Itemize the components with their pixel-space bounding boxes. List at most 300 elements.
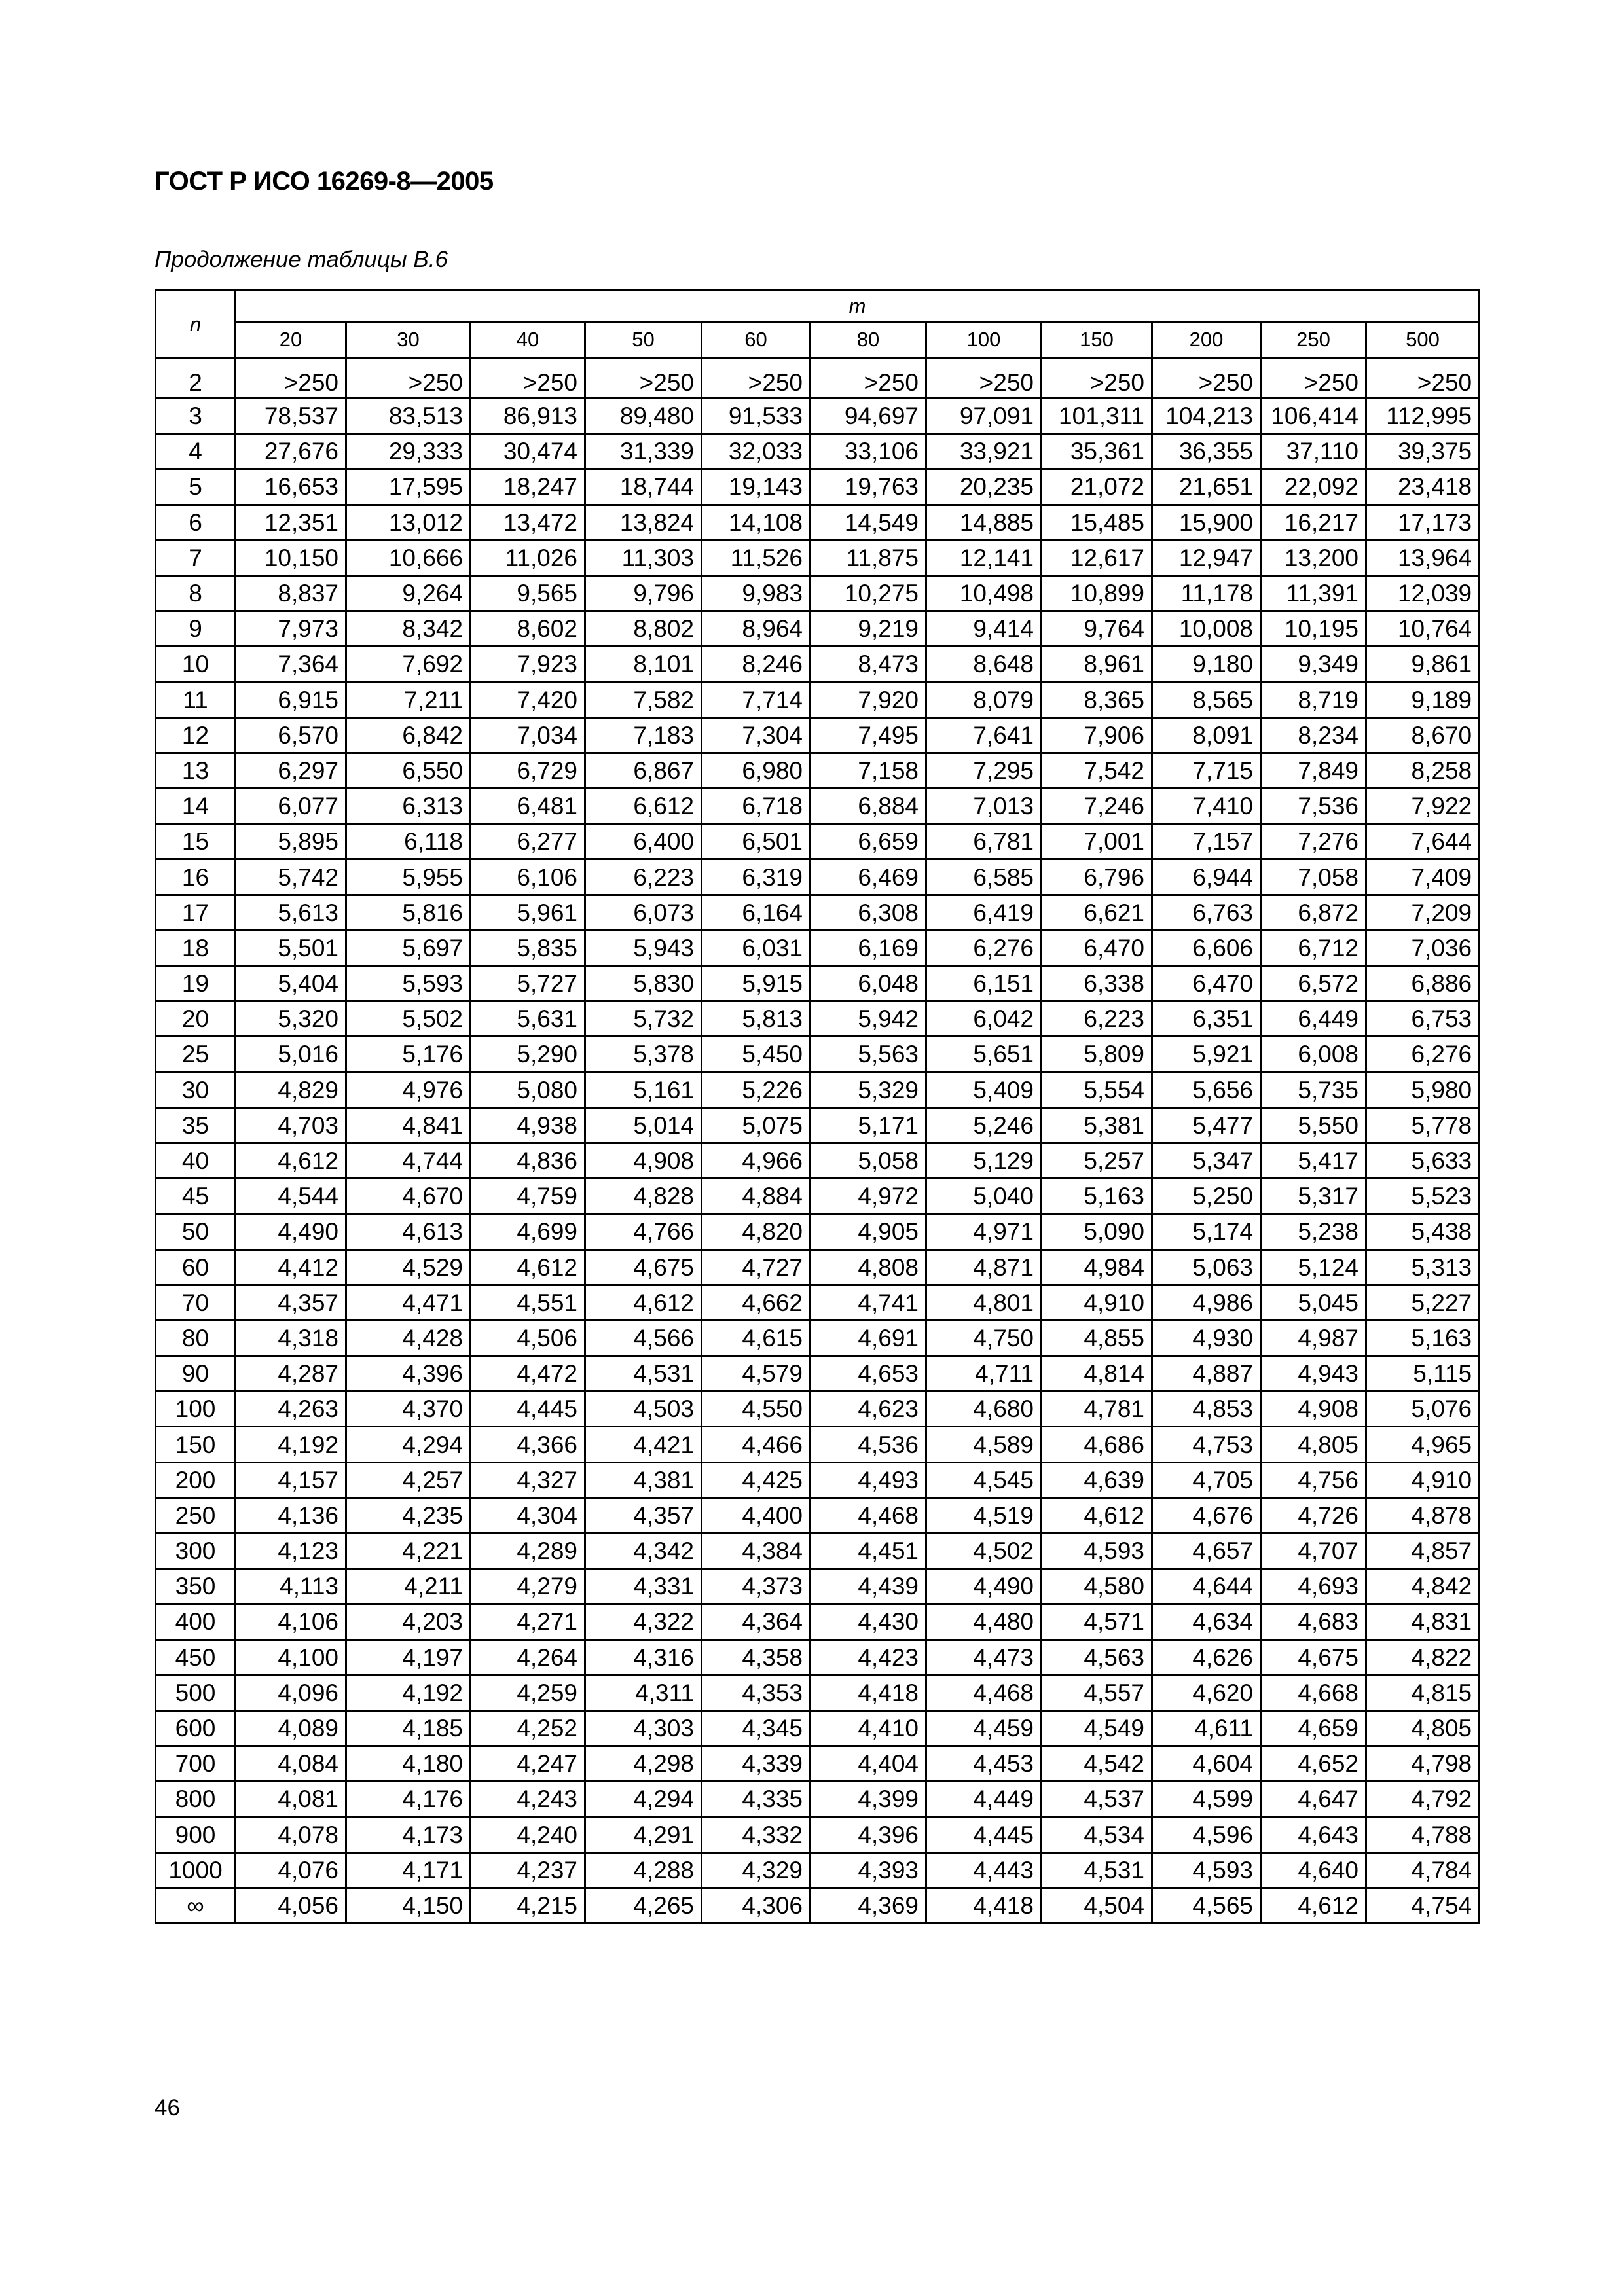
value-cell: 4,563 <box>1042 1640 1152 1675</box>
data-table <box>155 289 1480 1924</box>
value-cell: 4,828 <box>585 1179 702 1214</box>
value-cell: 4,157 <box>236 1462 346 1498</box>
table-row <box>156 895 1480 930</box>
value-cell: 4,439 <box>811 1569 926 1604</box>
value-cell: 4,342 <box>585 1534 702 1569</box>
value-cell: 4,176 <box>346 1782 471 1817</box>
table-row <box>156 1569 1480 1604</box>
value-cell: 4,396 <box>346 1356 471 1391</box>
row-n-cell: 350 <box>156 1569 236 1604</box>
value-cell: 4,753 <box>1152 1427 1261 1462</box>
value-cell: 9,796 <box>585 575 702 611</box>
value-cell: 4,705 <box>1152 1462 1261 1498</box>
value-cell: 6,223 <box>1042 1001 1152 1037</box>
value-cell: 4,203 <box>346 1604 471 1640</box>
value-cell: 7,641 <box>926 717 1042 753</box>
value-cell: 7,304 <box>702 717 811 753</box>
value-cell: 4,294 <box>585 1782 702 1817</box>
value-cell: 4,366 <box>471 1427 585 1462</box>
row-n-cell: 5 <box>156 469 236 505</box>
value-cell: 39,375 <box>1366 434 1480 469</box>
value-cell: 4,871 <box>926 1249 1042 1285</box>
value-cell: 4,443 <box>926 1852 1042 1888</box>
value-cell: 7,410 <box>1152 789 1261 824</box>
value-cell: 6,729 <box>471 753 585 788</box>
value-cell: 16,217 <box>1261 505 1366 540</box>
value-cell: 6,884 <box>811 789 926 824</box>
value-cell: 4,639 <box>1042 1462 1152 1498</box>
value-cell: 4,327 <box>471 1462 585 1498</box>
value-cell: 6,042 <box>926 1001 1042 1037</box>
value-cell: 6,338 <box>1042 966 1152 1001</box>
value-cell: 4,421 <box>585 1427 702 1462</box>
value-cell: 4,766 <box>585 1214 702 1249</box>
value-cell: 7,973 <box>236 611 346 647</box>
value-cell: 5,895 <box>236 824 346 859</box>
table-row <box>156 1888 1480 1923</box>
value-cell: 5,409 <box>926 1072 1042 1107</box>
table-row <box>156 1604 1480 1640</box>
value-cell: 10,764 <box>1366 611 1480 647</box>
value-cell: 4,693 <box>1261 1569 1366 1604</box>
value-cell: 5,502 <box>346 1001 471 1037</box>
value-cell: >250 <box>236 358 346 399</box>
value-cell: 4,612 <box>1261 1888 1366 1923</box>
column-header-m-40: 40 <box>471 322 585 358</box>
table-row <box>156 1285 1480 1320</box>
value-cell: 22,092 <box>1261 469 1366 505</box>
value-cell: 4,418 <box>811 1675 926 1710</box>
value-cell: 4,192 <box>236 1427 346 1462</box>
row-n-cell: 35 <box>156 1107 236 1143</box>
value-cell: 7,906 <box>1042 717 1152 753</box>
value-cell: 4,428 <box>346 1320 471 1355</box>
value-cell: 8,719 <box>1261 682 1366 717</box>
value-cell: 6,400 <box>585 824 702 859</box>
value-cell: 7,420 <box>471 682 585 717</box>
value-cell: >250 <box>1366 358 1480 399</box>
value-cell: 6,319 <box>702 859 811 895</box>
value-cell: 6,621 <box>1042 895 1152 930</box>
value-cell: 4,173 <box>346 1817 471 1852</box>
table-row <box>156 1782 1480 1817</box>
value-cell: 4,836 <box>471 1143 585 1178</box>
value-cell: 4,078 <box>236 1817 346 1852</box>
column-header-m-80: 80 <box>811 322 926 358</box>
value-cell: 5,835 <box>471 930 585 965</box>
row-n-cell: 12 <box>156 717 236 753</box>
value-cell: 4,829 <box>236 1072 346 1107</box>
value-cell: 5,076 <box>1366 1391 1480 1427</box>
value-cell: 7,582 <box>585 682 702 717</box>
value-cell: 5,381 <box>1042 1107 1152 1143</box>
value-cell: 4,279 <box>471 1569 585 1604</box>
value-cell: 4,215 <box>471 1888 585 1923</box>
value-cell: 4,699 <box>471 1214 585 1249</box>
value-cell: 4,384 <box>702 1534 811 1569</box>
value-cell: 5,554 <box>1042 1072 1152 1107</box>
value-cell: 9,764 <box>1042 611 1152 647</box>
value-cell: 5,809 <box>1042 1037 1152 1072</box>
value-cell: 106,414 <box>1261 399 1366 434</box>
n-header: n <box>156 291 236 358</box>
value-cell: 4,400 <box>702 1498 811 1533</box>
value-cell: 5,257 <box>1042 1143 1152 1178</box>
value-cell: 5,921 <box>1152 1037 1261 1072</box>
table-row <box>156 611 1480 647</box>
table-row <box>156 1746 1480 1782</box>
value-cell: 6,151 <box>926 966 1042 1001</box>
row-n-cell: 400 <box>156 1604 236 1640</box>
value-cell: 91,533 <box>702 399 811 434</box>
value-cell: >250 <box>1042 358 1152 399</box>
table-row <box>156 434 1480 469</box>
value-cell: 4,322 <box>585 1604 702 1640</box>
value-cell: 4,370 <box>346 1391 471 1427</box>
row-n-cell: 11 <box>156 682 236 717</box>
value-cell: 13,472 <box>471 505 585 540</box>
table-row <box>156 789 1480 824</box>
value-cell: 6,763 <box>1152 895 1261 930</box>
value-cell: 6,915 <box>236 682 346 717</box>
value-cell: 4,966 <box>702 1143 811 1178</box>
value-cell: 7,536 <box>1261 789 1366 824</box>
value-cell: 4,303 <box>585 1710 702 1746</box>
value-cell: 5,501 <box>236 930 346 965</box>
value-cell: 7,158 <box>811 753 926 788</box>
value-cell: 5,171 <box>811 1107 926 1143</box>
value-cell: 5,115 <box>1366 1356 1480 1391</box>
value-cell: 5,633 <box>1366 1143 1480 1178</box>
value-cell: 7,211 <box>346 682 471 717</box>
value-cell: 4,335 <box>702 1782 811 1817</box>
value-cell: 13,012 <box>346 505 471 540</box>
value-cell: 4,910 <box>1042 1285 1152 1320</box>
value-cell: 5,450 <box>702 1037 811 1072</box>
value-cell: 23,418 <box>1366 469 1480 505</box>
value-cell: 4,240 <box>471 1817 585 1852</box>
value-cell: 10,150 <box>236 540 346 575</box>
value-cell: 9,983 <box>702 575 811 611</box>
value-cell: 6,612 <box>585 789 702 824</box>
table-row <box>156 717 1480 753</box>
value-cell: 4,451 <box>811 1534 926 1569</box>
value-cell: 4,565 <box>1152 1888 1261 1923</box>
value-cell: 5,090 <box>1042 1214 1152 1249</box>
row-n-cell: 3 <box>156 399 236 434</box>
value-cell: 5,163 <box>1366 1320 1480 1355</box>
value-cell: 10,275 <box>811 575 926 611</box>
value-cell: 4,192 <box>346 1675 471 1710</box>
value-cell: 6,470 <box>1152 966 1261 1001</box>
value-cell: 4,930 <box>1152 1320 1261 1355</box>
value-cell: 4,986 <box>1152 1285 1261 1320</box>
value-cell: 4,686 <box>1042 1427 1152 1462</box>
value-cell: 5,813 <box>702 1001 811 1037</box>
value-cell: 4,358 <box>702 1640 811 1675</box>
table-row <box>156 540 1480 575</box>
value-cell: 7,495 <box>811 717 926 753</box>
value-cell: 7,034 <box>471 717 585 753</box>
value-cell: 4,418 <box>926 1888 1042 1923</box>
value-cell: 4,644 <box>1152 1569 1261 1604</box>
table-row <box>156 1391 1480 1427</box>
value-cell: 4,329 <box>702 1852 811 1888</box>
value-cell: 4,707 <box>1261 1534 1366 1569</box>
value-cell: >250 <box>471 358 585 399</box>
value-cell: 4,289 <box>471 1534 585 1569</box>
row-n-cell: 450 <box>156 1640 236 1675</box>
value-cell: 5,227 <box>1366 1285 1480 1320</box>
table-row <box>156 1143 1480 1178</box>
value-cell: 4,410 <box>811 1710 926 1746</box>
value-cell: 5,915 <box>702 966 811 1001</box>
value-cell: 32,033 <box>702 434 811 469</box>
value-cell: 4,620 <box>1152 1675 1261 1710</box>
value-cell: 4,136 <box>236 1498 346 1533</box>
value-cell: 5,651 <box>926 1037 1042 1072</box>
table-row <box>156 1817 1480 1852</box>
value-cell: 4,123 <box>236 1534 346 1569</box>
table-row <box>156 1107 1480 1143</box>
value-cell: 4,805 <box>1366 1710 1480 1746</box>
value-cell: 5,593 <box>346 966 471 1001</box>
value-cell: 14,549 <box>811 505 926 540</box>
value-cell: 5,163 <box>1042 1179 1152 1214</box>
value-cell: 10,008 <box>1152 611 1261 647</box>
row-n-cell: 90 <box>156 1356 236 1391</box>
table-row <box>156 1001 1480 1037</box>
value-cell: 10,498 <box>926 575 1042 611</box>
value-cell: 4,332 <box>702 1817 811 1852</box>
value-cell: 6,606 <box>1152 930 1261 965</box>
value-cell: 5,656 <box>1152 1072 1261 1107</box>
value-cell: 7,001 <box>1042 824 1152 859</box>
value-cell: 9,861 <box>1366 647 1480 682</box>
value-cell: 4,468 <box>811 1498 926 1533</box>
value-cell: 4,754 <box>1366 1888 1480 1923</box>
value-cell: 5,830 <box>585 966 702 1001</box>
row-n-cell: 500 <box>156 1675 236 1710</box>
value-cell: 5,040 <box>926 1179 1042 1214</box>
row-n-cell: 900 <box>156 1817 236 1852</box>
value-cell: 4,612 <box>1042 1498 1152 1533</box>
value-cell: 5,980 <box>1366 1072 1480 1107</box>
value-cell: 4,542 <box>1042 1746 1152 1782</box>
value-cell: 4,887 <box>1152 1356 1261 1391</box>
value-cell: 17,595 <box>346 469 471 505</box>
value-cell: 5,313 <box>1366 1249 1480 1285</box>
value-cell: 5,742 <box>236 859 346 895</box>
value-cell: 4,711 <box>926 1356 1042 1391</box>
value-cell: 4,466 <box>702 1427 811 1462</box>
value-cell: 4,288 <box>585 1852 702 1888</box>
value-cell: 6,781 <box>926 824 1042 859</box>
value-cell: 4,659 <box>1261 1710 1366 1746</box>
value-cell: 4,247 <box>471 1746 585 1782</box>
value-cell: 4,853 <box>1152 1391 1261 1427</box>
value-cell: 6,313 <box>346 789 471 824</box>
value-cell: 4,089 <box>236 1710 346 1746</box>
value-cell: 6,718 <box>702 789 811 824</box>
value-cell: 4,364 <box>702 1604 811 1640</box>
value-cell: 7,920 <box>811 682 926 717</box>
row-n-cell: 7 <box>156 540 236 575</box>
table-row <box>156 1214 1480 1249</box>
value-cell: 94,697 <box>811 399 926 434</box>
value-cell: 6,550 <box>346 753 471 788</box>
row-n-cell: 200 <box>156 1462 236 1498</box>
value-cell: 9,414 <box>926 611 1042 647</box>
value-cell: 6,872 <box>1261 895 1366 930</box>
table-row <box>156 469 1480 505</box>
value-cell: 4,369 <box>811 1888 926 1923</box>
value-cell: 8,246 <box>702 647 811 682</box>
value-cell: 5,735 <box>1261 1072 1366 1107</box>
value-cell: 10,666 <box>346 540 471 575</box>
value-cell: 5,063 <box>1152 1249 1261 1285</box>
value-cell: 86,913 <box>471 399 585 434</box>
value-cell: 7,157 <box>1152 824 1261 859</box>
value-cell: 4,831 <box>1366 1604 1480 1640</box>
value-cell: 6,712 <box>1261 930 1366 965</box>
value-cell: 4,801 <box>926 1285 1042 1320</box>
value-cell: 4,425 <box>702 1462 811 1498</box>
value-cell: 4,339 <box>702 1746 811 1782</box>
value-cell: 8,802 <box>585 611 702 647</box>
table-row <box>156 1534 1480 1569</box>
value-cell: 4,531 <box>585 1356 702 1391</box>
value-cell: 19,143 <box>702 469 811 505</box>
value-cell: 4,905 <box>811 1214 926 1249</box>
value-cell: 4,316 <box>585 1640 702 1675</box>
column-header-m-20: 20 <box>236 322 346 358</box>
value-cell: 7,295 <box>926 753 1042 788</box>
value-cell: 13,200 <box>1261 540 1366 575</box>
value-cell: 6,501 <box>702 824 811 859</box>
value-cell: 4,815 <box>1366 1675 1480 1710</box>
row-n-cell: 17 <box>156 895 236 930</box>
value-cell: 4,744 <box>346 1143 471 1178</box>
value-cell: 21,651 <box>1152 469 1261 505</box>
value-cell: >250 <box>346 358 471 399</box>
value-cell: 9,264 <box>346 575 471 611</box>
value-cell: 4,357 <box>236 1285 346 1320</box>
value-cell: 4,551 <box>471 1285 585 1320</box>
value-cell: 4,984 <box>1042 1249 1152 1285</box>
row-n-cell: 25 <box>156 1037 236 1072</box>
value-cell: 4,589 <box>926 1427 1042 1462</box>
row-n-cell: 150 <box>156 1427 236 1462</box>
value-cell: 4,855 <box>1042 1320 1152 1355</box>
value-cell: 4,611 <box>1152 1710 1261 1746</box>
value-cell: 4,612 <box>471 1249 585 1285</box>
row-n-cell: 1000 <box>156 1852 236 1888</box>
value-cell: 5,697 <box>346 930 471 965</box>
value-cell: 4,197 <box>346 1640 471 1675</box>
value-cell: 6,944 <box>1152 859 1261 895</box>
value-cell: 83,513 <box>346 399 471 434</box>
row-n-cell: 800 <box>156 1782 236 1817</box>
table-row <box>156 1710 1480 1746</box>
row-n-cell: 60 <box>156 1249 236 1285</box>
table-row <box>156 1427 1480 1462</box>
value-cell: 4,271 <box>471 1604 585 1640</box>
value-cell: 5,075 <box>702 1107 811 1143</box>
value-cell: 20,235 <box>926 469 1042 505</box>
value-cell: 4,668 <box>1261 1675 1366 1710</box>
value-cell: 6,886 <box>1366 966 1480 1001</box>
value-cell: 5,246 <box>926 1107 1042 1143</box>
value-cell: 33,921 <box>926 434 1042 469</box>
value-cell: 4,647 <box>1261 1782 1366 1817</box>
row-n-cell: 700 <box>156 1746 236 1782</box>
value-cell: 9,219 <box>811 611 926 647</box>
value-cell: 18,744 <box>585 469 702 505</box>
value-cell: 7,715 <box>1152 753 1261 788</box>
value-cell: 4,318 <box>236 1320 346 1355</box>
value-cell: 89,480 <box>585 399 702 434</box>
value-cell: 4,430 <box>811 1604 926 1640</box>
value-cell: 4,972 <box>811 1179 926 1214</box>
value-cell: 4,471 <box>346 1285 471 1320</box>
value-cell: 4,798 <box>1366 1746 1480 1782</box>
value-cell: 9,189 <box>1366 682 1480 717</box>
value-cell: 6,073 <box>585 895 702 930</box>
value-cell: 5,016 <box>236 1037 346 1072</box>
value-cell: 4,784 <box>1366 1852 1480 1888</box>
value-cell: 4,908 <box>1261 1391 1366 1427</box>
value-cell: 4,599 <box>1152 1782 1261 1817</box>
table-row <box>156 1462 1480 1498</box>
value-cell: 5,961 <box>471 895 585 930</box>
value-cell: 4,311 <box>585 1675 702 1710</box>
value-cell: 4,096 <box>236 1675 346 1710</box>
value-cell: 4,726 <box>1261 1498 1366 1533</box>
row-n-cell: 300 <box>156 1534 236 1569</box>
value-cell: 4,480 <box>926 1604 1042 1640</box>
value-cell: 11,026 <box>471 540 585 575</box>
value-cell: 112,995 <box>1366 399 1480 434</box>
value-cell: 4,759 <box>471 1179 585 1214</box>
value-cell: >250 <box>702 358 811 399</box>
value-cell: 14,108 <box>702 505 811 540</box>
value-cell: 4,675 <box>585 1249 702 1285</box>
value-cell: 4,081 <box>236 1782 346 1817</box>
value-cell: 35,361 <box>1042 434 1152 469</box>
value-cell: 6,570 <box>236 717 346 753</box>
value-cell: 4,571 <box>1042 1604 1152 1640</box>
value-cell: 9,565 <box>471 575 585 611</box>
value-cell: 8,342 <box>346 611 471 647</box>
value-cell: 4,814 <box>1042 1356 1152 1391</box>
value-cell: 8,101 <box>585 647 702 682</box>
value-cell: 6,980 <box>702 753 811 788</box>
table-row <box>156 859 1480 895</box>
value-cell: >250 <box>1261 358 1366 399</box>
value-cell: 4,670 <box>346 1179 471 1214</box>
value-cell: 4,675 <box>1261 1640 1366 1675</box>
m-header: m <box>236 291 1480 322</box>
column-header-m-250: 250 <box>1261 322 1366 358</box>
value-cell: 4,727 <box>702 1249 811 1285</box>
value-cell: 5,129 <box>926 1143 1042 1178</box>
value-cell: 6,867 <box>585 753 702 788</box>
value-cell: 4,235 <box>346 1498 471 1533</box>
value-cell: 4,976 <box>346 1072 471 1107</box>
value-cell: 4,252 <box>471 1710 585 1746</box>
value-cell: 4,150 <box>346 1888 471 1923</box>
